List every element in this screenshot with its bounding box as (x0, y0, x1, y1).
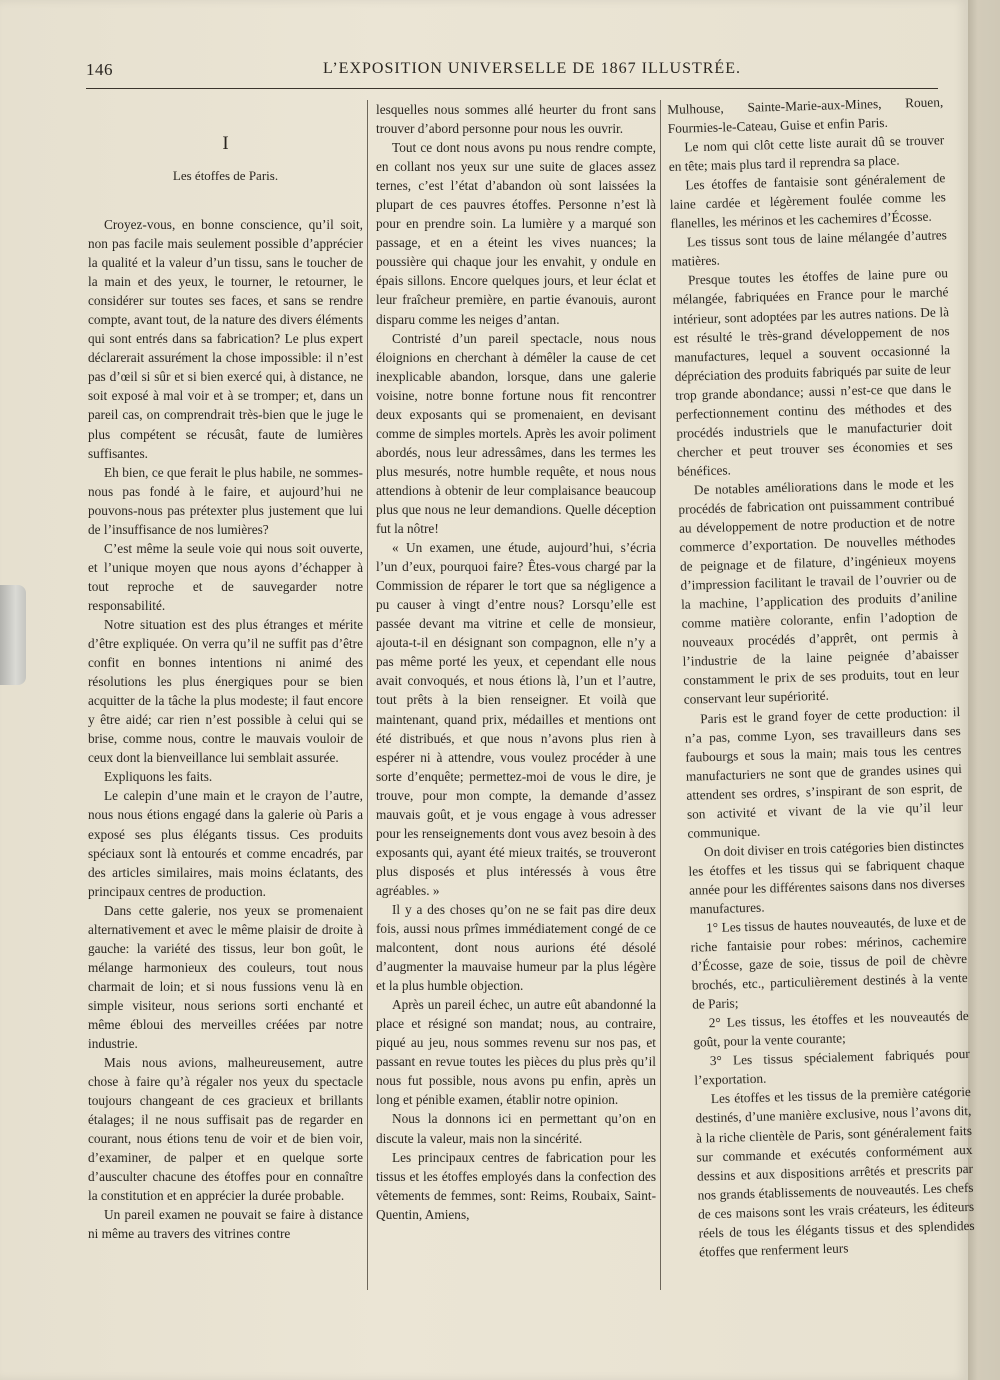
section-numeral: I (222, 133, 229, 154)
paragraph: Presque toutes les étoffes de laine pure ou mélangée, fabriquées en France pour le marché intérieur, sont adoptées par les autres nations. De là est résulté le très-grand développement de nos manufactures, lequel a souvent occasionné la dépréciation des produits fabriqués par suite de leur trop grande abondance; aussi n’est-ce que dans le perfectionnement continu des méthodes et des procédés industriels que le manufacturier doit chercher et peut trouver ses économies et ses bénéfices. (672, 265, 953, 479)
paragraph: Notre situation est des plus étranges et mérite d’être expliquée. On verra qu’il ne suffit pas d’être confit en bonnes intentions ni animé des résolutions les plus énergiques pour se bien acquitter de la tâche la plus modeste; il faut encore y être aidé; car rien n’est possible à celui qui se brise, comme nous, contre le mauvais vouloir de ceux dont la bienveillance lui semblait assurée. (88, 616, 363, 766)
paragraph: Après un pareil échec, un autre eût abandonné la place et résigné son mandat; nous, au contraire, piqué au jeu, nous sommes revenu sur nos pas, et passant en revue toutes les pièces du plus près qu’il nous fut possible, nous avons pu enfin, après un long et pénible examen, établir notre opinion. (376, 997, 656, 1108)
paragraph: Mais nous avions, malheureusement, autre chose à faire qu’à régaler nos yeux du spectacle toujours changeant de ces gracieux et brillants étalages; il ne nous suffisait pas de regarder en courant, nous étions tenu de voir et de bien voir, d’examiner, de palper et en quelque sorte d’ausculter chacune des étoffes pour en connaître la constitution et en apprécier la durée probable. (88, 1055, 363, 1204)
paragraph: De notables améliorations dans le mode et les procédés de fabrication ont puissamment contribué au développement de notre production et de notre commerce d’exportation. De nouvelles méthodes de peignage et de filature, d’ingénieux moyens d’impression facilitant le travail de l’ouvrier ou de la machine, l’application des produits d’aniline comme matière colorante, enfin l’adoption de nouveaux procédés d’apprêt, ont permis à l’industrie de la laine peignée d’abaisser constamment le prix de ses produits, tout en leur conservant leur supériorité. (678, 475, 960, 708)
paragraph: Les tissus sont tous de laine mélangée d’autres matières. (671, 227, 948, 270)
column-rule-1 (367, 100, 368, 1290)
paragraph: Les étoffes et les tissus de la première catégorie destinés, d’une manière exclusive, nous l’avons dit, à la riche clientèle de Paris, sont généralement faits sur commande et exécutés conformément aux dessins et aux dispositions arrêtés et prescrits par nos grands établissements de nouveautés. Les chefs de ces maisons sont les vrais créateurs, les éditeurs réels de tous les élégants tissus et des splendides étoffes que renferment leurs (695, 1084, 975, 1260)
text-column-3 (667, 94, 975, 1290)
paragraph: Expliquons les faits. (104, 769, 213, 785)
paragraph: Il y a des choses qu’on ne se fait pas dire deux fois, aussi nous prîmes immédiatement congé de ce malcontent, dont nous aurions été désolé d’augmenter la mauvaise humeur par la plus légère et la plus humble objection. (376, 901, 656, 994)
text-column-2 (376, 100, 656, 1290)
paragraph: Les étoffes de fantaisie sont généralement de laine cardée et légèrement foulée comme les flanelles, les mérinos et les cachemires d’Écosse. (669, 170, 947, 232)
paragraph: Le nom qui clôt cette liste aurait dû se trouver en tête; mais plus tard il reprendra sa place. (668, 132, 945, 175)
paragraph: 2° Les tissus, les étoffes et les nouveautés de goût, pour la vente courante; (693, 1008, 969, 1050)
publication-title: L’EXPOSITION UNIVERSELLE DE 1867 ILLUSTRÉE. (323, 60, 741, 77)
page-number: 146 (86, 60, 113, 79)
paragraph: Dans cette galerie, nos yeux se promenaient alternativement et avec le même plaisir de droite à gauche: la variété des tissus, leur bon goût, le mélange harmonieux des couleurs, tout nous charmait de loin; et si nous fussions venu là en simple visiteur, nous serions sorti enchanté et même ébloui des merveilles créées par notre industrie. (88, 902, 363, 1052)
section-title: Les étoffes de Paris. (172, 168, 279, 183)
paragraph: lesquelles nous sommes allé heurter du front sans trouver d’abord personne pour nous les ouvrir. (376, 102, 656, 137)
paragraph: Les principaux centres de fabrication pour les tissus et les étoffes employés dans la confection des vêtements de femmes, sont: Reims, Roubaix, Saint-Quentin, Amiens, (376, 1149, 656, 1222)
paragraph: Eh bien, ce que ferait le plus habile, ne sommes-nous pas fondé à le faire, et aujourd’hui ne pouvons-nous pas prétexter plus justement que lui de l’insuffisance de nos lumières? (88, 464, 363, 537)
paragraph: Contristé d’un pareil spectacle, nous nous éloignions en cherchant à démêler la cause de cet inexplicable abandon, lorsque, dans une galerie voisine, notre bonne fortune nous fit rencontrer deux exposants qui se promenaient, en devisant comme de simples mortels. Après les avoir poliment abordés, nous leur adressâmes, dans les termes les plus mesurés, notre humble requête, et nous nous attendions à obtenir de leur complaisance beaucoup plus que nous ne leur demandions. Quelle déception fut la nôtre! (376, 330, 656, 537)
binding-clip (0, 585, 26, 685)
column-rule-2 (660, 100, 661, 1290)
paragraph: Croyez-vous, en bonne conscience, qu’il soit, non pas facile mais seulement possible d’apprécier la qualité et la valeur d’un tissu, sans le toucher de la main et des yeux, le tourner, le retourner, le considérer sur toutes ses faces, et sans se rendre compte, avant tout, de la nature des divers éléments qui sont entrés dans sa fabrication? Le plus expert déclarerait assurément la chose impossible: il n’est pas d’œil si sûr et si bien exercé qui, à distance, ne soit exposé à mal voir et à se tromper; et, dans un pareil cas, on comprendrait très-bien que le juge le plus compétent se récusât, faute de lumières suffisantes. (88, 217, 363, 461)
paragraph: On doit diviser en trois catégories bien distinctes les étoffes et les tissus qui se fabriquent chaque année pour les différentes saisons dans nos diverses manufactures. (688, 836, 966, 917)
paragraph: Le calepin d’une main et le crayon de l’autre, nous nous étions engagé dans la galerie où Paris a exposé ses plus élégants tissus. Ces produits spéciaux sont là entourés et comme encadrés, par des articles similaires, mais moins éclatants, des principaux centres de production. (88, 788, 363, 899)
paragraph: Un pareil examen ne pouvait se faire à distance ni même au travers des vitrines contre (88, 1207, 363, 1242)
paragraph: C’est même la seule voie qui nous soit ouverte, et l’unique moyen que nous ayons d’échapper à tout reproche et de sauvegarder notre responsabilité. (88, 540, 363, 613)
paragraph: 1° Les tissus de hautes nouveautés, de luxe et de riche fantaisie pour robes: mérinos, cachemire d’Écosse, gaze de soie, tissus de poil de chèvre brochés, etc., particulièrement destinés à la vente de Paris; (690, 912, 968, 1012)
paragraph: Tout ce dont nous avons pu nous rendre compte, en collant nos yeux sur une suite de glaces assez ternes, c’est l’état d’abandon où sont laissées la plupart de ces pauvres étoffes. Personne n’est là pour en prendre soin. La lumière y a marqué son passage, et en a éteint les vives nuances; la poussière qui chaque jour les envahit, y ondule en épais sillons. Encore quelques jours, et leur éclat et leur fraîcheur première, en partie évanouis, auront disparu comme les neiges d’antan. (376, 140, 656, 327)
paragraph: Mulhouse, Sainte-Marie-aux-Mines, Rouen, Fourmies-le-Cateau, Guise et enfin Paris. (667, 94, 944, 137)
paragraph: Paris est le grand foyer de cette production: il n’a pas, comme Lyon, ses travailleurs dans ses faubourgs et sous la main; mais tous les centres manufacturiers ne sont que de grandes usines qui attendent ses ordres, s’inspirant de son esprit, de son activité et vivant de la vie qu’il leur communique. (684, 703, 964, 841)
paragraph: « Un examen, une étude, aujourd’hui, s’écria l’un d’eux, pourquoi faire? Êtes-vous chargé par la Commission de réparer le tort que sa négligence a pu causer à vingt d’entre nous? Lorsqu’elle est passée devant ma vitrine et celle de monsieur, ajouta-t-il en désignant son compagnon, elle n’y a pas même porté les yeux, et cependant elle nous avait convoqués, et nous étions là, l’un et l’autre, tout prêts à la bien renseigner. Et voilà que maintenant, quand prix, médailles et mentions ont été distribués, et que nous n’avons plus rien à espérer ni à attendre, vous voulez procéder à une sorte d’enquête; permettez-moi de vous le dire, je trouve, pour mon compte, la demande d’assez mauvais goût, et je vous engage à vous adresser pour les renseignements dont vous avez besoin à des exposants qui, ayant été mieux traités, se trouveront plus disposés et plus intéressés à vous être agréables. » (376, 540, 656, 898)
text-column-1 (88, 100, 363, 1290)
paragraph: Nous la donnons ici en permettant qu’on en discute la valeur, mais non la sincérité. (376, 1111, 656, 1146)
paragraph: 3° Les tissus spécialement fabriqués pour l’exportation. (694, 1046, 970, 1089)
text-column-3-body (667, 92, 975, 1261)
header-rule (86, 88, 938, 89)
running-head (86, 60, 938, 86)
